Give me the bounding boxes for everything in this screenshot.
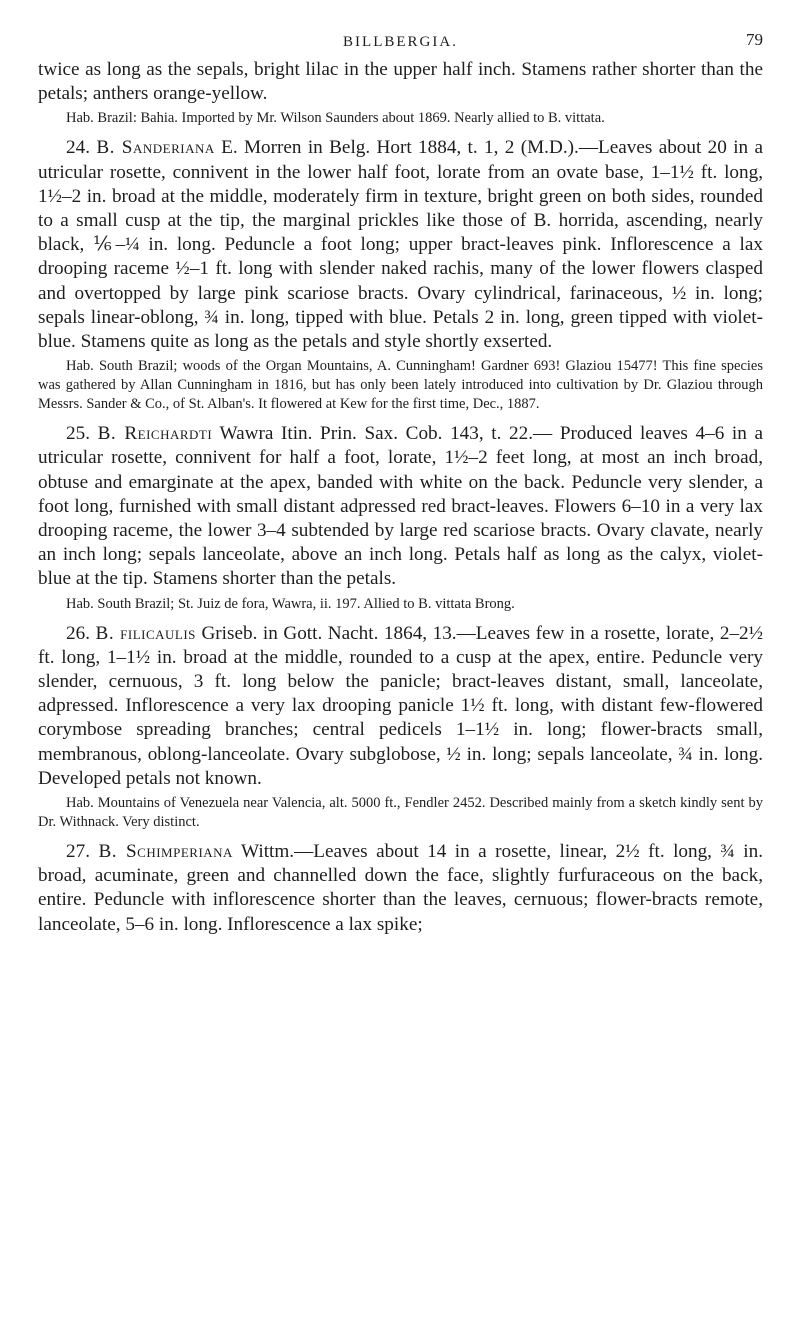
habitat-note: Hab. Brazil: Bahia. Imported by Mr. Wilson Saunders about 1869. Nearly allied to B. vittata. [66,110,605,127]
running-title: BILLBERGIA. [343,34,458,50]
running-head [38,0,763,58]
species-name: B. filicaulis [95,622,196,644]
species-number: 27. [66,841,90,863]
species-description [38,136,763,354]
species-text: —Leaves few in a rosette, lorate, 2–2½ ft. long, 1–1½ in. broad at the middle, rounded to a cusp at the apex, entire. Peduncle very slender, cernuous, 3 ft. long below the panicle; bract-leaves distant, small, lanceolate, adpressed. Inflorescence a very lax drooping panicle 1½ ft. long, with distant few-flowered corymbose spreading branches; central pedicels 1–1½ in. long; flower-bracts small, membranous, oblong-lanceolate. Ovary subglobose, ½ in. long; sepals lanceolate, ¾ in. long. Developed petals not known. [38,622,764,789]
species-authority: E. Morren in Belg. Hort 1884, t. 1, 2 (M.D.). [221,137,579,159]
species-number: 24. [66,137,90,159]
species-text: — Produced leaves 4–6 in a utricular rosette, connivent for half a foot, lorate, 1½–2 feet long, at most an inch broad, obtuse and emarginate at the apex, banded with white on the back. Peduncle very slender, a foot long, furnished with small distant adpressed red bract-leaves. Flowers 6–10 in a very lax drooping raceme, the lower 3–4 subtended by large red scariose bracts. Ovary clavate, nearly an inch long; sepals lanceolate, above an inch long. Petals half as long as the calyx, violet-blue at the tip. Stamens shorter than the petals. [38,423,763,590]
species-description [38,422,763,591]
habitat-note: Hab. South Brazil; woods of the Organ Mountains, A. Cunningham! Gardner 693! Glaziou 15477! This fine species was gathered by Allan Cunningham in 1816, but has only been lately introduced into cultivation by Dr. Glaziou through Messrs. Sander & Co., of St. Alban's. It flowered at Kew for the first time, Dec., 1887. [38,358,763,413]
species-entry-25 [38,422,763,613]
species-number: 25. [66,423,90,445]
species-description [38,622,763,791]
species-entry-26 [38,622,763,832]
species-text: —Leaves about 20 in a utricular rosette, connivent in the lower half foot, lorate from an ovate base, 1–1½ ft. long, 1½–2 in. broad at the middle, moderately firm in texture, bright green on both sides, rounded to a small cusp at the tip, the marginal prickles like those of B. horrida, ascending, nearly black, ⅙–¼ in. long. Peduncle a foot long; upper bract-leaves pink. Inflorescence a lax drooping raceme ½–1 ft. long with slender naked rachis, many of the lower flowers clasped and overtopped by large pink scariose bracts. Ovary cylindrical, farinaceous, ½ in. long; sepals linear-oblong, ¾ in. long, tipped with blue. Petals 2 in. long, green tipped with violet-blue. Stamens quite as long as the petals and style shortly exserted. [38,137,764,353]
species-authority: Wittm. [241,841,295,863]
species-name: B. Sanderiana [96,137,215,159]
species-description [38,840,763,937]
species-name: B. Schimperiana [98,841,233,863]
book-page [38,0,763,937]
habitat-note: Hab. Mountains of Venezuela near Valencia, alt. 5000 ft., Fendler 2452. Described mainly from a sketch kindly sent by Dr. Withnack. Very distinct. [38,795,763,831]
species-name: B. Reichardti [97,423,213,445]
habitat-note: Hab. South Brazil; St. Juiz de fora, Wawra, ii. 197. Allied to B. vittata Brong. [66,595,515,612]
species-authority: Wawra Itin. Prin. Sax. Cob. 143, t. 22. [219,423,534,445]
species-number: 26. [66,622,90,644]
continuation-text: twice as long as the sepals, bright lilac in the upper half inch. Stamens rather shorter than the petals; anthers orange-yellow. [38,59,763,105]
species-entry-27 [38,840,763,937]
species-text: —Leaves about 14 in a rosette, linear, 2½ ft. long, ¾ in. broad, acuminate, green and channelled down the face, slightly furfuraceous on the back, entire. Peduncle with inflorescence shorter than the leaves, cernuous; flower-bracts remote, lanceolate, 5–6 in. long. Inflorescence a lax spike; [38,841,763,935]
species-authority: Griseb. in Gott. Nacht. 1864, 13. [201,622,457,644]
continued-entry [38,58,763,128]
page-number: 79 [746,30,763,49]
species-entry-24 [38,136,763,414]
